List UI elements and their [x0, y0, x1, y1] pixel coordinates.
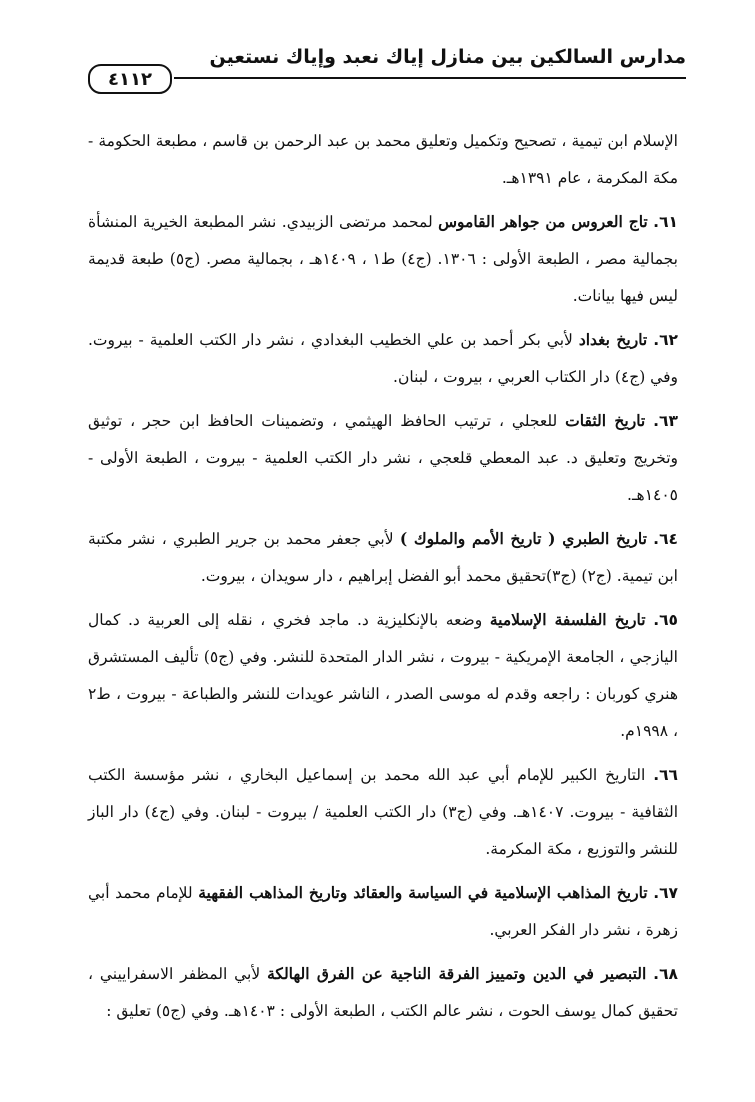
- bibliography-entry: [88, 955, 678, 1030]
- entry-number: ٦٣.: [653, 412, 678, 430]
- entry-number: ٦١.: [653, 213, 678, 231]
- entry-title: التبصير في الدين وتمييز الفرقة الناجية عن الفرق الهالكة: [267, 964, 647, 983]
- running-title: مدارس السالكين بين منازل إياك نعبد وإياك نستعين: [209, 46, 686, 68]
- entry-text: التاريخ الكبير للإمام أبي عبد الله محمد بن إسماعيل البخاري ، نشر مؤسسة الكتب الثقافية - بيروت. ١٤٠٧هـ. وفي (ج٣) دار الكتب العلمية / بيروت - لبنان. وفي (ج٤) دار الباز للنشر والتوزيع ، مكة المكرمة.: [88, 766, 679, 858]
- entry-number: ٦٥.: [653, 611, 678, 629]
- page-header: [86, 36, 686, 90]
- entry-title: تاريخ المذاهب الإسلامية في السياسة والعقائد وتاريخ المذاهب الفقهية: [198, 883, 648, 902]
- bibliography-entry: [88, 402, 678, 514]
- entry-text: لأبي جعفر محمد بن جرير الطبري ، نشر مكتبة ابن تيمية. (ج٢) (ج٣)تحقيق محمد أبو الفضل إبراهيم ، دار سويدان ، بيروت.: [88, 530, 678, 585]
- entry-title: تاريخ بغداد: [578, 330, 648, 349]
- entry-text: لأبي بكر أحمد بن علي الخطيب البغدادي ، نشر دار الكتب العلمية - بيروت. وفي (ج٤) دار الكتاب العربي ، بيروت ، لبنان.: [88, 331, 678, 386]
- entry-text: وضعه بالإنكليزية د. ماجد فخري ، نقله إلى العربية د. كمال اليازجي ، الجامعة الإمريكية - بيروت ، نشر الدار المتحدة للنشر. وفي (ج٥) تأليف المستشرق هنري كوربان : راجعه وقدم له موسى الصدر ، الناشر عويدات للنشر والطباعة - بيروت ، ط٢ ، ١٩٩٨م.: [88, 611, 678, 740]
- entry-text: للعجلي ، ترتيب الحافظ الهيثمي ، وتضمينات الحافظ ابن حجر ، توثيق وتخريج وتعليق د. عبد المعطي قلعجي ، نشر دار الكتب العلمية - بيروت ، الطبعة الأولى - ١٤٠٥هـ.: [88, 412, 678, 504]
- entry-text: لأبي المظفر الاسفراييني ، تحقيق كمال يوسف الحوت ، نشر عالم الكتب ، الطبعة الأولى : ١٤٠٣هـ. وفي (ج٥) تعليق :: [88, 965, 678, 1020]
- bibliography-entry: [88, 874, 678, 949]
- bibliography-list: [88, 122, 678, 1036]
- header-rule: [174, 77, 686, 79]
- entry-number: ٦٤.: [653, 530, 678, 548]
- bibliography-entry: [88, 520, 678, 595]
- bibliography-entry: [88, 601, 678, 750]
- entry-title: تاريخ الطبري ( تاريخ الأمم والملوك ): [399, 529, 647, 548]
- entry-text: لمحمد مرتضى الزبيدي. نشر المطبعة الخيرية المنشأة بجمالية مصر ، الطبعة الأولى : ١٣٠٦. (ج٤) ط١ ، ١٤٠٩هـ ، بجمالية مصر. (ج٥) طبعة قديمة ليس فيها بيانات.: [88, 213, 678, 305]
- entry-title: تاج العروس من جواهر القاموس: [438, 212, 648, 231]
- bibliography-entry: [88, 756, 678, 868]
- bibliography-entry: [88, 203, 678, 315]
- entry-title: تاريخ الثقات: [565, 411, 646, 430]
- entry-text: للإمام محمد أبي زهرة ، نشر دار الفكر العربي.: [88, 884, 678, 939]
- entry-number: ٦٢.: [653, 331, 679, 349]
- entry-number: ٦٦.: [653, 766, 678, 784]
- entry-number: ٦٧.: [653, 884, 678, 902]
- entry-number: ٦٨.: [653, 965, 678, 983]
- page-number-badge: ٤١١٢: [88, 64, 172, 94]
- entry-text: الإسلام ابن تيمية ، تصحيح وتكميل وتعليق محمد بن عبد الرحمن بن قاسم ، مطبعة الحكومة - مكة المكرمة ، عام ١٣٩١هـ.: [88, 132, 678, 187]
- bibliography-entry: [88, 122, 678, 197]
- entry-title: تاريخ الفلسفة الإسلامية: [489, 610, 646, 629]
- bibliography-entry: [88, 321, 678, 396]
